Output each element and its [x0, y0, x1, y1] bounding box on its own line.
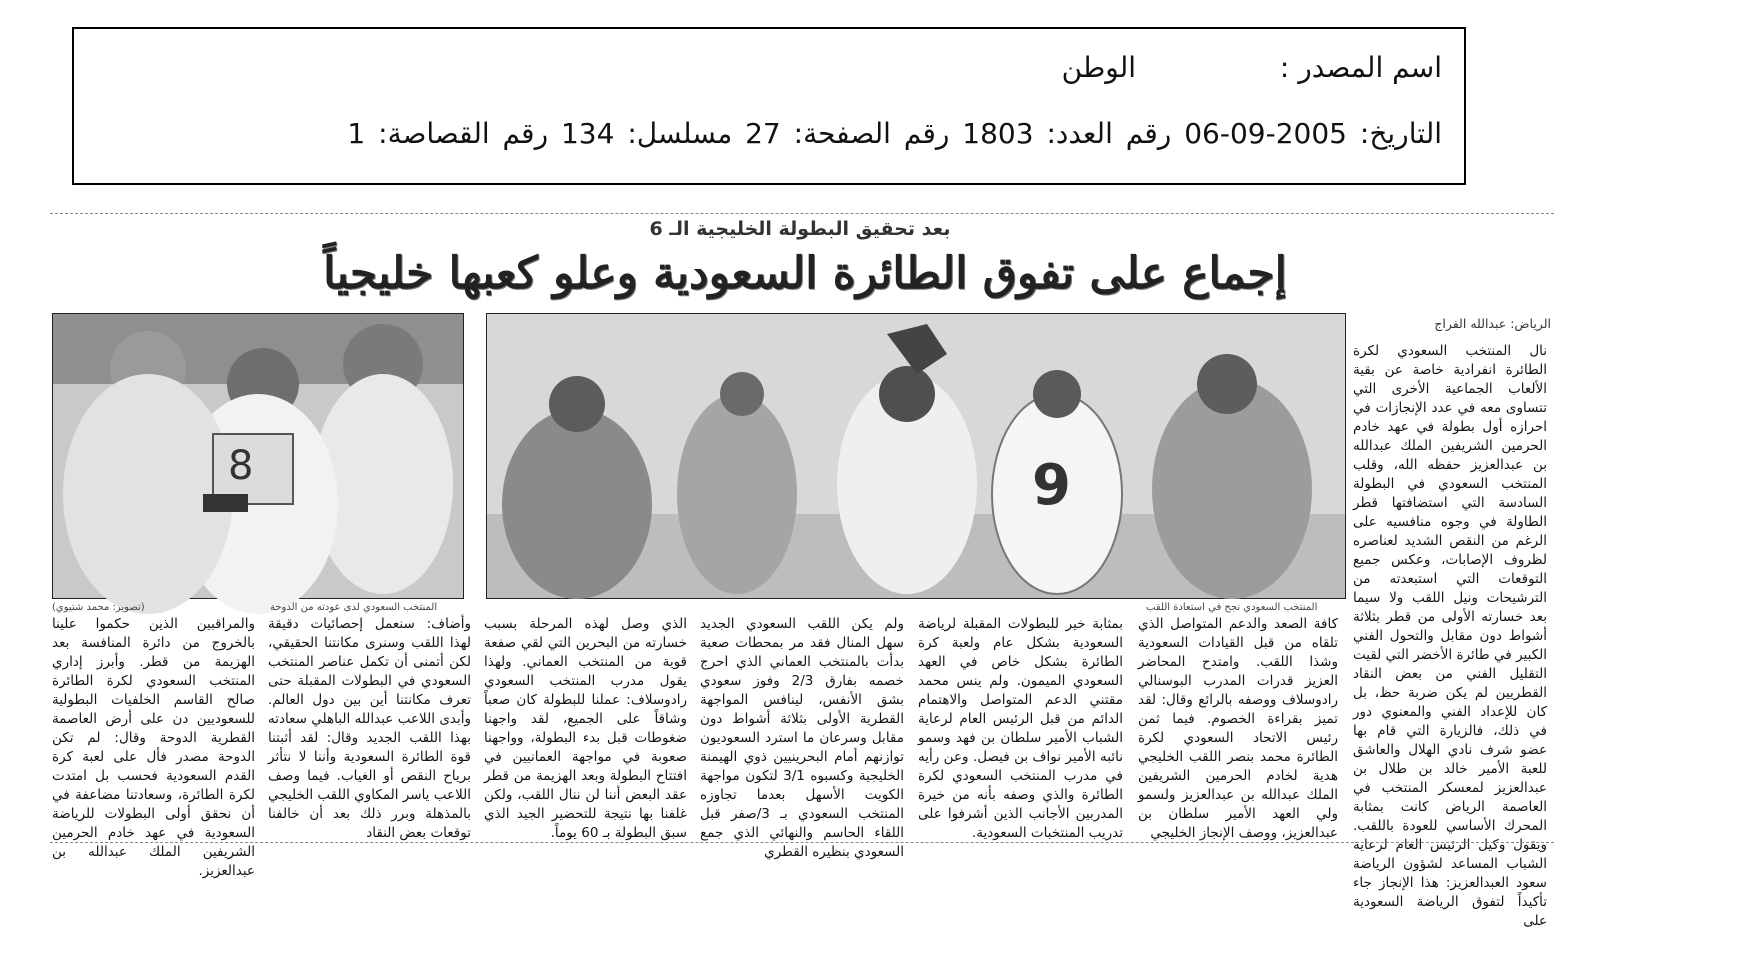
article-column-6-text: وأضاف: سنعمل إحصائيات دقيقة لهذا اللقب وسنرى مكانتنا الحقيقي، لكن أتمنى أن تكمل عناصر المنتخب السعودي في البطولات المقبلة حتى تعرف مكانتنا أين بين دول العالم. وأبدى اللاعب عبدالله الباهلي سعادته بهذا اللقب الجديد وقال: لقد أثبتنا قوة الطائرة السعودية وأننا لا نتأثر برياح النقص أو الغياب. فيما وصف اللاعب ياسر المكاوي اللقب الخليجي بالمذهلة وبرر ذلك بعد أن خالفنا توقعات بعض النقاد [268, 616, 471, 841]
article-column-1-text: نال المنتخب السعودي لكرة الطائرة انفرادية خاصة عن بقية الألعاب الجماعية الأخرى التي تتساوى معه في عدد الإنجازات في احرازه أول بطولة في عهد خادم الحرمين الشريفين الملك عبدالله بن عبدالعزيز حفظه الله، وقلب المنتخب السعودي في البطولة السادسة التي استضافتها قطر الطاولة في وجوه منافسيه على الرغم من النقص الشديد لعناصره لظروف الإصابات، وعكس جميع التوقعات التي استبعدته من الترشيحات ونيل اللقب ولا سيما بعد خسارته الأولى من قطر بثلاثة أشواط دون مقابل والتحول الفني الكبير في طائرة الأخضر التي لقيت التقليل الفني من بعض النقاد القطريين لم يكن ضربة حظ، بل كان للإعداد الفني والمعنوي دور في ذلك، فالزيارة التي قام بها عضو شرف نادي الهلال والعاشق للعبة الأمير خالد بن طلال بن عبدالعزيز لمعسكر المنتخب في العاصمة الرياض كانت بمثابة المحرك الأساسي للعودة باللقب. ويقول وكيل الرئيس العام لرعاية الشباب المساعد لشؤون الرياضة سعود العبدالعزيز: هذا الإنجاز جاء تأكيداً لتفوق الرياضة السعودية على [1353, 343, 1547, 929]
date-issue-line: التاريخ: 2005-09-06 رقم العدد: 1803 رقم الصفحة: 27 مسلسل: 134 رقم القصاصة: 1 [347, 117, 1442, 150]
article-column-2-text: كافة الصعد والدعم المتواصل الذي تلقاه من قبل القيادات السعودية وشذا اللقب. وامتدح المحاضر العزيز قدرات المدرب البوسنالي رادوسلاف ووصفه بالرائع وقال: لقد تميز بقراءة الخصوم. فيما ثمن رئيس الاتحاد السعودي لكرة الطائرة محمد بنصر اللقب الخليجي هدية لخادم الحرمين الشريفين الملك عبدالله بن عبدالعزيز ولسمو ولي العهد الأمير سلطان بن عبدالعزيز، ووصف الإنجاز الخليجي [1138, 616, 1338, 841]
article-column-6 [268, 615, 471, 841]
article-column-7-text: والمراقبين الذين حكموا علينا بالخروج من دائرة المنافسة بعد الهزيمة من قطر. وأبرز إداري المنتخب السعودي لكرة الطائرة صالح القاسم الخلفيات البطولية للسعوديين دن على أرض العاصمة القطرية الدوحة وقال: لم تكن الدوحة مصدر فأل على لعبة كرة القدم السعودية فحسب بل امتدت لكرة الطائرة، وسعادتنا مضاعفة في أن نحقق أولى البطولات للرياضة السعودية في عهد خادم الحرمين الشريفين الملك عبدالله بن عبدالعزيز. [52, 616, 255, 879]
bottom-rule [50, 842, 1554, 843]
photo-right [486, 313, 1346, 599]
article-column-5 [484, 615, 687, 841]
svg-text:9: 9 [1032, 453, 1071, 518]
article-column-7 [52, 615, 255, 879]
photo-team-celebration-image [487, 314, 1345, 598]
source-value: الوطن [1061, 51, 1136, 84]
photo-left-credit: (تصوير: محمد شتيوي) [52, 602, 145, 613]
article-column-5-text: الذي وصل لهذه المرحلة بسبب خسارته من البحرين التي لقي صفعة قوية من المنتخب العماني. ولهذا يقول مدرب المنتخب السعودي رادوسلاف: عملنا للبطولة كان صعباً وشاقاً على الجميع، لقد واجهنا ضغوطات قبل بدء البطولة، وواجهنا صعوبة في مواجهة العمانيين في افتتاح البطولة وبعد الهزيمة من قطر عقد البعض أننا لن ننال اللقب، ولكن غلفنا بها نتيجة للتحضير الجيد الذي سبق البطولة بـ 60 يوماً. [484, 616, 687, 841]
article-headline: إجماع على تفوق الطائرة السعودية وعلو كعبها خليجياً [323, 248, 1287, 299]
article-column-1 [1353, 342, 1547, 929]
article-kicker: بعد تحقيق البطولة الخليجية الـ 6 [649, 218, 951, 240]
photo-left-caption: المنتخب السعودي لدى عودته من الدوحة [270, 602, 438, 613]
photo-left [52, 313, 464, 599]
clipping-header-box [72, 27, 1466, 185]
top-rule [50, 213, 1554, 214]
article-column-2 [1138, 615, 1338, 841]
article-column-3-text: بمثابة خير للبطولات المقبلة لرياضة السعودية بشكل عام ولعبة كرة الطائرة بشكل خاص في العهد السعودي الميمون. ولم ينس محمد مقتني الدعم المتواصل والاهتمام الدائم من قبل الرئيس العام لرعاية الشباب الأمير سلطان بن فهد وسمو نائبه الأمير نواف بن فيصل. وعن رأيه في مدرب المنتخب السعودي لكرة الطائرة والذي وصفه بأنه من خيرة المدربين الأجانب الذين أشرفوا على تدريب المنتخبات السعودية. [918, 616, 1123, 841]
svg-text:8: 8 [228, 443, 254, 489]
article-column-3 [918, 615, 1123, 841]
article-column-4-text: ولم يكن اللقب السعودي الجديد سهل المنال فقد مر بمحطات صعبة بدأت بالمنتخب العماني الذي احرج خصمه بفارق 2/3 وفوز سعودي بشق الأنفس، لينافس المواجهة القطرية الأولى بثلاثة أشواط دون مقابل وسرعان ما استرد السعوديون توازنهم أمام البحرينيين ذوي الهيمنة الخليجية وكسبوه 3/1 لتكون مواجهة الكويت الأسهل بعدما تجاوزه المنتخب السعودي بـ 3/صفر قبل اللقاء الحاسم والنهائي الذي جمع السعودي بنظيره القطري [700, 616, 905, 860]
article-byline: الرياض: عبدالله الفراج [1434, 316, 1551, 331]
photo-right-caption: المنتخب السعودي نجح في استعادة اللقب [1146, 602, 1318, 613]
source-label: اسم المصدر : [1279, 51, 1442, 84]
photo-officials-image [53, 314, 463, 598]
article-column-4 [700, 615, 905, 860]
